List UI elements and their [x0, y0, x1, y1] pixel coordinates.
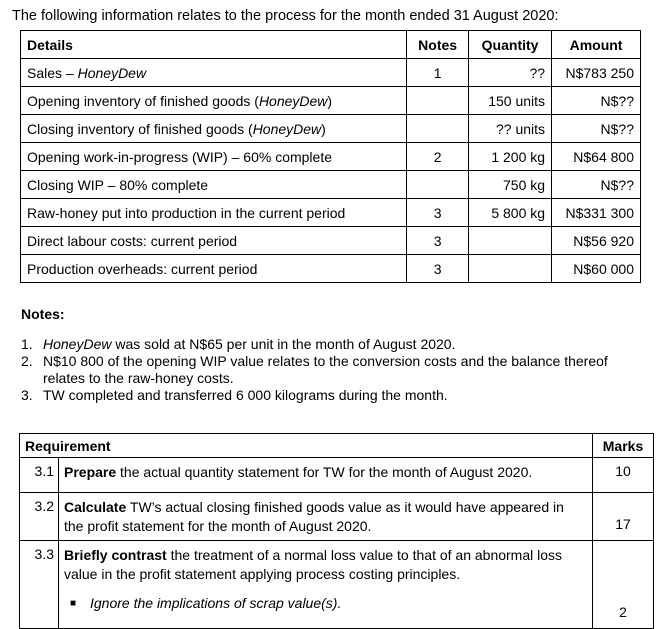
note-number: 1. — [21, 336, 33, 352]
detail-cell: Closing inventory of finished goods (HoneyDew) — [21, 115, 407, 143]
notes-list — [21, 336, 611, 404]
table-row — [21, 199, 641, 227]
table-row — [21, 115, 641, 143]
notes-cell — [407, 171, 469, 199]
note-number: 3. — [21, 387, 33, 403]
amount-cell: N$60 000 — [552, 255, 641, 283]
amount-cell: N$?? — [552, 115, 641, 143]
requirement-number: 3.3 — [20, 541, 59, 629]
header-details: Details — [21, 31, 407, 59]
marks-cell: 17 — [593, 493, 654, 541]
requirement-row — [20, 458, 654, 493]
detail-cell: Sales – HoneyDew — [21, 59, 407, 87]
quantity-cell: ?? units — [469, 115, 552, 143]
requirement-row — [20, 541, 654, 629]
notes-cell: 3 — [407, 227, 469, 255]
bullet-icon: ■ — [70, 598, 77, 609]
note-text: N$10 800 of the opening WIP value relates to the conversion costs and the balance thereof relates to the raw-honey costs. — [43, 353, 608, 386]
requirement-text: Briefly contrast the treatment of a normal loss value to that of an abnormal loss value in the profit statement applying process costing principles. ■ Ignore the implications of scrap value(s). — [59, 541, 593, 629]
detail-cell: Production overheads: current period — [21, 255, 407, 283]
requirements-table — [19, 433, 654, 629]
requirement-header: Requirement — [20, 434, 593, 458]
marks-cell: 10 — [593, 458, 654, 493]
table-header-row — [21, 31, 641, 59]
marks-cell: 2 — [593, 541, 654, 629]
quantity-cell: 1 200 kg — [469, 143, 552, 171]
note-item — [21, 336, 611, 353]
notes-cell — [407, 115, 469, 143]
table-row — [21, 59, 641, 87]
requirement-number: 3.1 — [20, 458, 59, 493]
header-notes: Notes — [407, 31, 469, 59]
amount-cell: N$?? — [552, 171, 641, 199]
notes-cell: 2 — [407, 143, 469, 171]
note-text: HoneyDew was sold at N$65 per unit in the month of August 2020. — [43, 336, 456, 352]
table-row — [21, 255, 641, 283]
amount-cell: N$331 300 — [552, 199, 641, 227]
requirement-text: Calculate TW’s actual closing finished goods value as it would have appeared in the profit statement for the month of August 2020. — [59, 493, 593, 541]
table-row — [21, 227, 641, 255]
detail-cell: Raw-honey put into production in the current period — [21, 199, 407, 227]
table-row — [21, 143, 641, 171]
detail-cell: Closing WIP – 80% complete — [21, 171, 407, 199]
notes-cell — [407, 87, 469, 115]
process-details-table — [20, 30, 641, 283]
note-item — [21, 353, 611, 387]
header-quantity: Quantity — [469, 31, 552, 59]
requirement-number: 3.2 — [20, 493, 59, 541]
bullet-item: ■ Ignore the implications of scrap value(s). — [70, 595, 342, 611]
detail-cell: Opening inventory of finished goods (HoneyDew) — [21, 87, 407, 115]
notes-cell: 3 — [407, 199, 469, 227]
amount-cell: N$56 920 — [552, 227, 641, 255]
notes-cell: 3 — [407, 255, 469, 283]
intro-text: The following information relates to the process for the month ended 31 August 2020: — [12, 8, 559, 24]
notes-cell: 1 — [407, 59, 469, 87]
requirement-row — [20, 493, 654, 541]
table-row — [21, 171, 641, 199]
quantity-cell: 750 kg — [469, 171, 552, 199]
detail-cell: Direct labour costs: current period — [21, 227, 407, 255]
quantity-cell: 150 units — [469, 87, 552, 115]
amount-cell: N$64 800 — [552, 143, 641, 171]
marks-header: Marks — [593, 434, 654, 458]
quantity-cell — [469, 227, 552, 255]
quantity-cell: 5 800 kg — [469, 199, 552, 227]
requirement-text: Prepare the actual quantity statement for TW for the month of August 2020. — [59, 458, 593, 493]
table-row — [21, 87, 641, 115]
note-number: 2. — [21, 353, 33, 369]
amount-cell: N$?? — [552, 87, 641, 115]
amount-cell: N$783 250 — [552, 59, 641, 87]
detail-cell: Opening work-in-progress (WIP) – 60% complete — [21, 143, 407, 171]
header-amount: Amount — [552, 31, 641, 59]
quantity-cell: ?? — [469, 59, 552, 87]
note-text: TW completed and transferred 6 000 kilograms during the month. — [43, 387, 448, 403]
notes-heading: Notes: — [21, 306, 65, 322]
note-item — [21, 387, 611, 404]
quantity-cell — [469, 255, 552, 283]
